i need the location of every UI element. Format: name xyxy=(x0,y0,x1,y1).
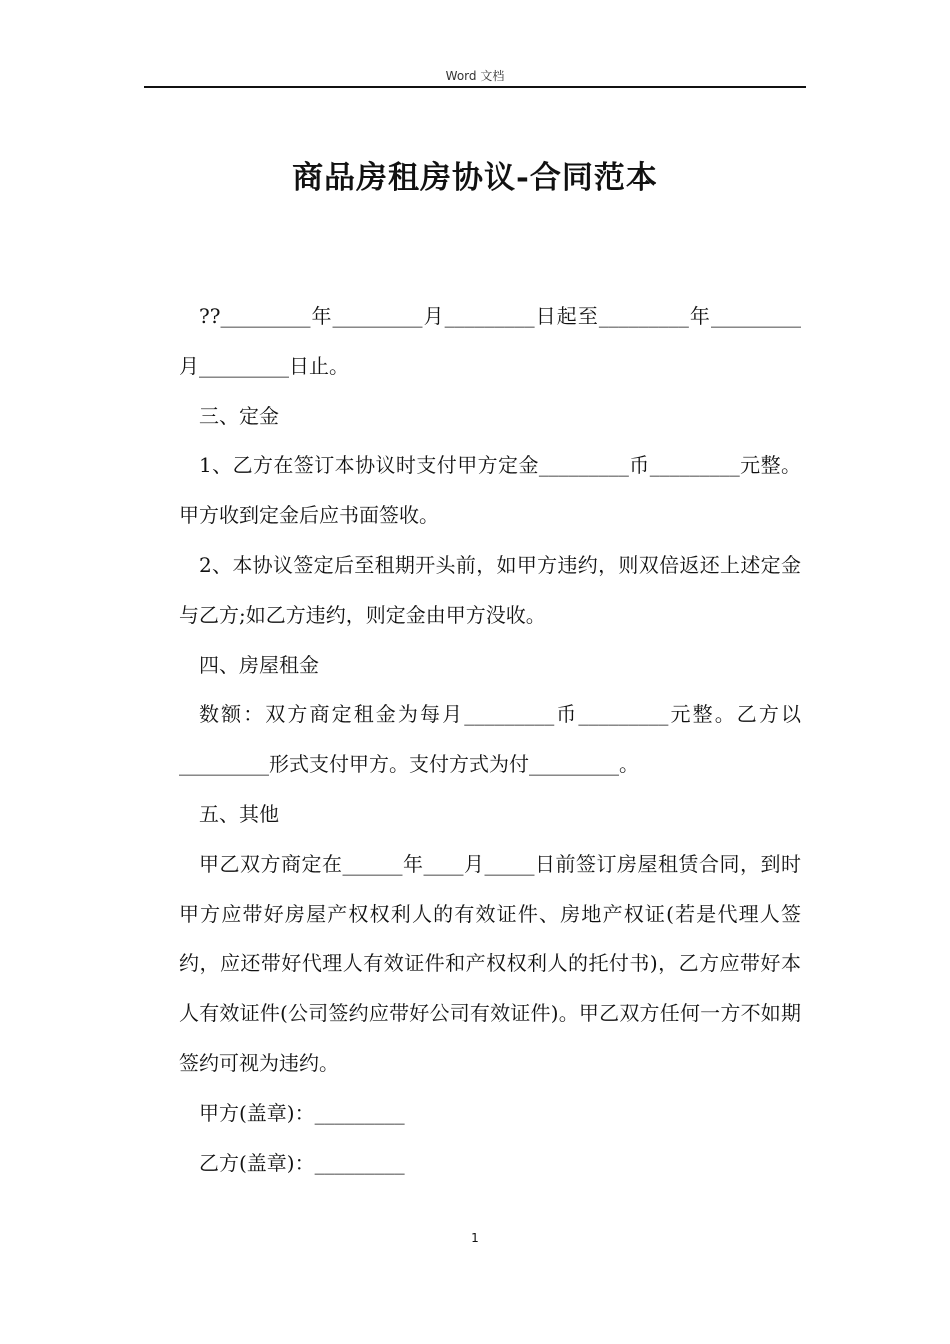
section-heading-other: 五、其他 xyxy=(199,801,279,826)
paragraph-deposit-payment: 1、乙方在签订本协议时支付甲方定金_________币_________元整。甲方收到定金后应书面签收。 xyxy=(179,453,801,528)
paragraph-deposit-breach: 2、本协议签定后至租期开头前，如甲方违约，则双倍返还上述定金与乙方;如乙方违约，则定金由甲方没收。 xyxy=(179,552,801,627)
page-number: 1 xyxy=(471,1231,479,1245)
signature-party-b: 乙方(盖章)：_________ xyxy=(199,1150,405,1175)
section-heading-rent: 四、房屋租金 xyxy=(199,652,319,677)
paragraph-lease-term: ??_________年_________月_________日起至_________年_________月_________日止。 xyxy=(179,304,801,378)
page-header: Word 文档 xyxy=(445,69,505,83)
paragraph-rent-amount: 数额：双方商定租金为每月_________币_________元整。乙方以_________形式支付甲方。支付方式为付_________。 xyxy=(179,702,801,777)
header-divider xyxy=(144,86,806,88)
section-heading-deposit: 三、定金 xyxy=(199,403,279,428)
signature-party-a: 甲方(盖章)：_________ xyxy=(199,1100,405,1125)
paragraph-signing-terms: 甲乙双方商定在______年____月_____日前签订房屋租赁合同，到时甲方应带好房屋产权权利人的有效证件、房地产权证(若是代理人签约，应还带好代理人有效证件和产权权利人的托付书)，乙方应带好本人有效证件(公司签约应带好公司有效证件)。甲乙双方任何一方不如期签约可视为违约。 xyxy=(179,851,801,1075)
document-body xyxy=(179,292,801,1188)
document-title: 商品房租房协议-合同范本 xyxy=(292,160,658,196)
